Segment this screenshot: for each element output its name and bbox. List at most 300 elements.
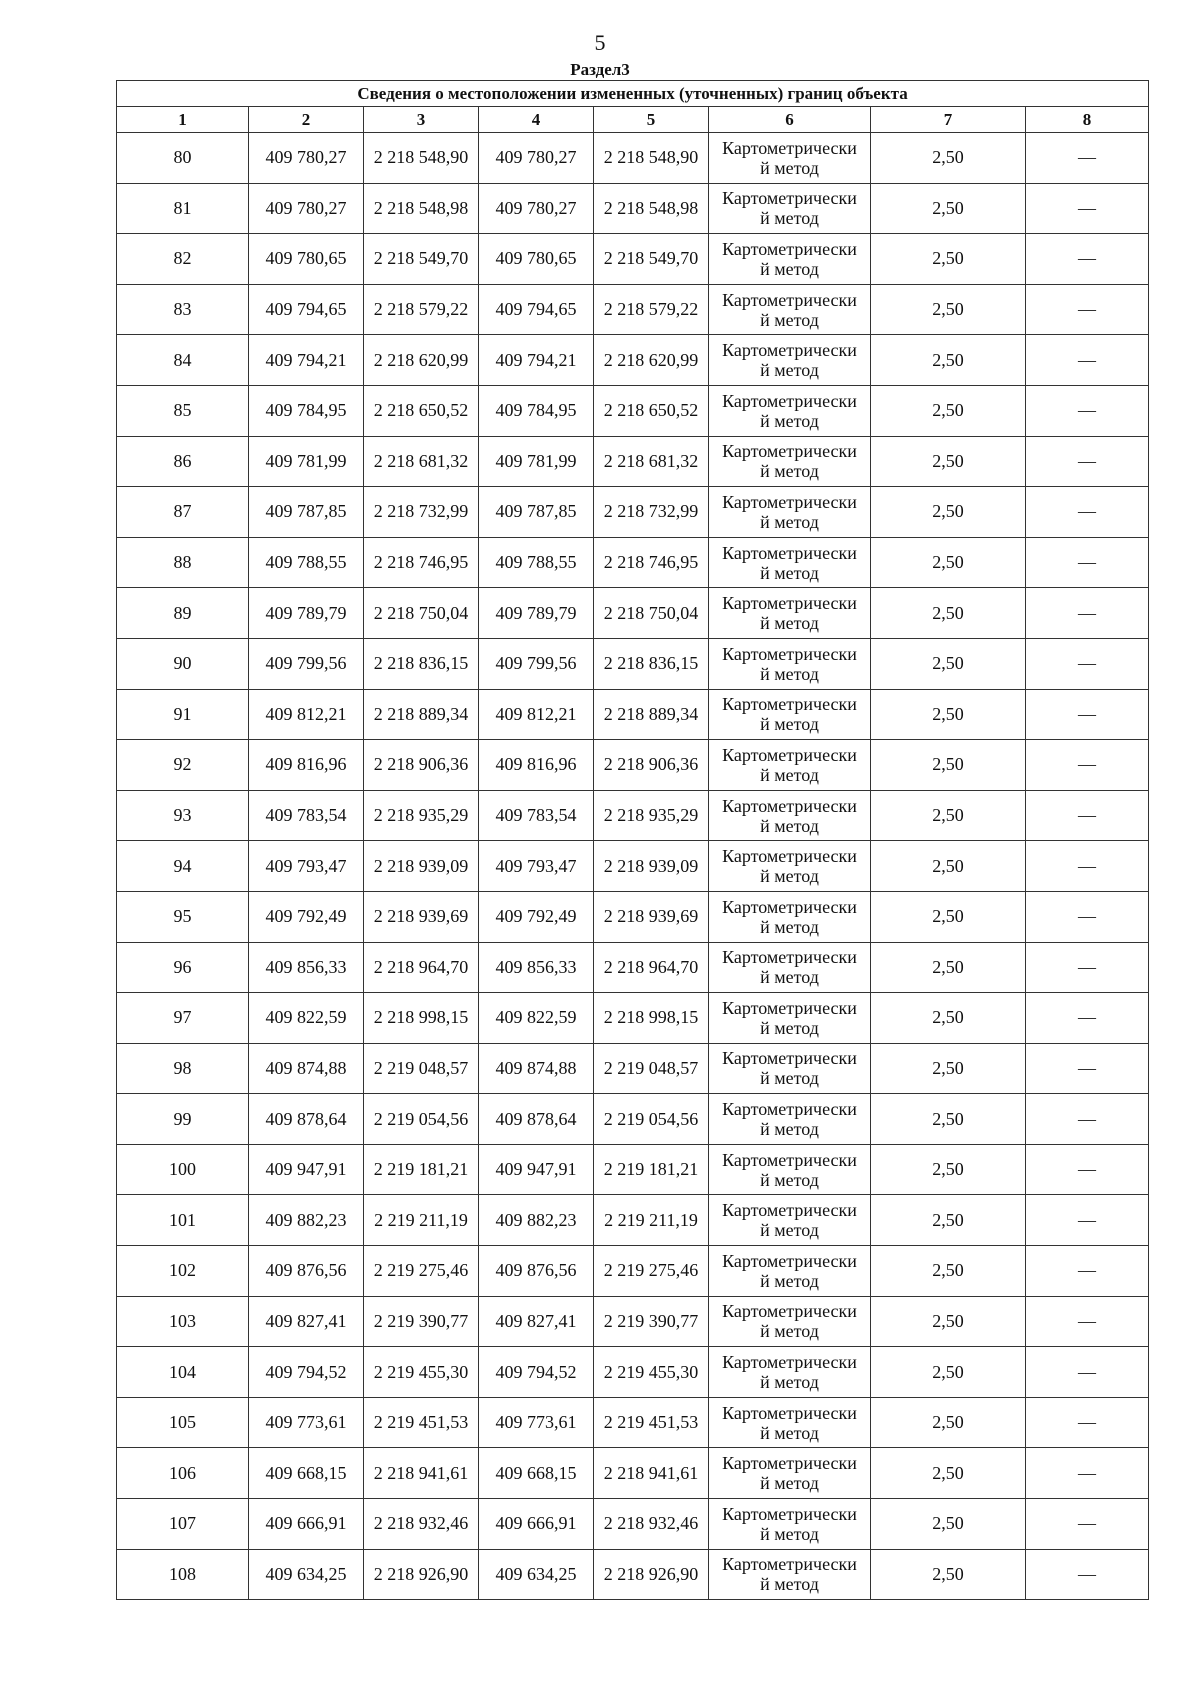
cell-col4: 409 789,79 xyxy=(479,588,594,639)
column-number-header: 5 xyxy=(594,107,709,133)
cell-col3: 2 219 275,46 xyxy=(364,1246,479,1297)
accuracy-cell: 2,50 xyxy=(871,993,1026,1044)
cell-col2: 409 794,52 xyxy=(249,1347,364,1398)
cell-col4: 409 780,65 xyxy=(479,234,594,285)
method-line-2: й метод xyxy=(760,1068,819,1089)
cell-col4: 409 788,55 xyxy=(479,537,594,588)
cell-col5: 2 218 746,95 xyxy=(594,537,709,588)
accuracy-cell: 2,50 xyxy=(871,1347,1026,1398)
table-row xyxy=(117,537,1149,588)
table-row xyxy=(117,1043,1149,1094)
notes-cell: — xyxy=(1026,1296,1149,1347)
cell-col2: 409 793,47 xyxy=(249,841,364,892)
method-line-1: Картометрически xyxy=(722,340,857,361)
table-row xyxy=(117,1397,1149,1448)
cell-col4: 409 812,21 xyxy=(479,689,594,740)
table-row xyxy=(117,588,1149,639)
cell-col4: 409 816,96 xyxy=(479,740,594,791)
cell-col4: 409 666,91 xyxy=(479,1499,594,1550)
method-line-1: Картометрически xyxy=(722,1250,857,1271)
notes-cell: — xyxy=(1026,284,1149,335)
table-row xyxy=(117,638,1149,689)
cell-col2: 409 816,96 xyxy=(249,740,364,791)
cell-col5: 2 218 620,99 xyxy=(594,335,709,386)
cell-col5: 2 219 455,30 xyxy=(594,1347,709,1398)
method-line-1: Картометрически xyxy=(722,289,857,310)
method-line-2: й метод xyxy=(760,1220,819,1241)
method-line-2: й метод xyxy=(760,764,819,785)
notes-cell: — xyxy=(1026,891,1149,942)
accuracy-cell: 2,50 xyxy=(871,436,1026,487)
point-number-cell: 86 xyxy=(117,436,249,487)
cell-col4: 409 876,56 xyxy=(479,1246,594,1297)
method-line-1: Картометрически xyxy=(722,1402,857,1423)
notes-cell: — xyxy=(1026,1549,1149,1600)
cell-col2: 409 783,54 xyxy=(249,790,364,841)
accuracy-cell: 2,50 xyxy=(871,1549,1026,1600)
notes-cell: — xyxy=(1026,740,1149,791)
cell-col2: 409 780,27 xyxy=(249,133,364,184)
point-number-cell: 99 xyxy=(117,1094,249,1145)
accuracy-cell: 2,50 xyxy=(871,841,1026,892)
point-number-cell: 101 xyxy=(117,1195,249,1246)
notes-cell: — xyxy=(1026,1094,1149,1145)
method-line-2: й метод xyxy=(760,1119,819,1140)
point-number-cell: 94 xyxy=(117,841,249,892)
column-number-header: 8 xyxy=(1026,107,1149,133)
cell-col5: 2 218 932,46 xyxy=(594,1499,709,1550)
notes-cell: — xyxy=(1026,436,1149,487)
method-cell xyxy=(709,1246,871,1297)
cell-col4: 409 878,64 xyxy=(479,1094,594,1145)
notes-cell: — xyxy=(1026,1448,1149,1499)
method-line-1: Картометрически xyxy=(722,947,857,968)
point-number-cell: 108 xyxy=(117,1549,249,1600)
table-row xyxy=(117,1448,1149,1499)
method-line-1: Картометрически xyxy=(722,795,857,816)
table-row xyxy=(117,689,1149,740)
method-line-2: й метод xyxy=(760,309,819,330)
method-cell xyxy=(709,993,871,1044)
method-line-2: й метод xyxy=(760,562,819,583)
point-number-cell: 107 xyxy=(117,1499,249,1550)
method-line-2: й метод xyxy=(760,1017,819,1038)
cell-col5: 2 218 836,15 xyxy=(594,638,709,689)
method-line-2: й метод xyxy=(760,613,819,634)
method-line-1: Картометрически xyxy=(722,997,857,1018)
point-number-cell: 85 xyxy=(117,385,249,436)
method-cell xyxy=(709,638,871,689)
table-row xyxy=(117,183,1149,234)
cell-col2: 409 668,15 xyxy=(249,1448,364,1499)
accuracy-cell: 2,50 xyxy=(871,1448,1026,1499)
method-cell xyxy=(709,133,871,184)
cell-col3: 2 218 926,90 xyxy=(364,1549,479,1600)
cell-col5: 2 218 549,70 xyxy=(594,234,709,285)
point-number-cell: 81 xyxy=(117,183,249,234)
method-cell xyxy=(709,891,871,942)
point-number-cell: 91 xyxy=(117,689,249,740)
method-cell xyxy=(709,436,871,487)
accuracy-cell: 2,50 xyxy=(871,638,1026,689)
section-title: Раздел3 xyxy=(570,60,630,79)
cell-col2: 409 822,59 xyxy=(249,993,364,1044)
table-title: Сведения о местоположении измененных (уточненных) границ объекта xyxy=(117,81,1149,107)
notes-cell: — xyxy=(1026,487,1149,538)
notes-cell: — xyxy=(1026,183,1149,234)
cell-col5: 2 218 889,34 xyxy=(594,689,709,740)
method-line-1: Картометрически xyxy=(722,846,857,867)
cell-col3: 2 219 390,77 xyxy=(364,1296,479,1347)
method-line-1: Картометрически xyxy=(722,1048,857,1069)
method-line-2: й метод xyxy=(760,866,819,887)
method-cell xyxy=(709,537,871,588)
table-row xyxy=(117,1347,1149,1398)
accuracy-cell: 2,50 xyxy=(871,234,1026,285)
column-number-row xyxy=(117,107,1149,133)
method-line-1: Картометрически xyxy=(722,137,857,158)
accuracy-cell: 2,50 xyxy=(871,284,1026,335)
method-cell xyxy=(709,1397,871,1448)
boundary-coordinates-table xyxy=(116,80,1149,1600)
method-line-1: Картометрически xyxy=(722,643,857,664)
point-number-cell: 93 xyxy=(117,790,249,841)
cell-col2: 409 634,25 xyxy=(249,1549,364,1600)
accuracy-cell: 2,50 xyxy=(871,1296,1026,1347)
cell-col5: 2 219 275,46 xyxy=(594,1246,709,1297)
table-row xyxy=(117,1246,1149,1297)
cell-col5: 2 218 926,90 xyxy=(594,1549,709,1600)
cell-col3: 2 218 906,36 xyxy=(364,740,479,791)
method-cell xyxy=(709,1144,871,1195)
notes-cell: — xyxy=(1026,638,1149,689)
cell-col4: 409 668,15 xyxy=(479,1448,594,1499)
cell-col3: 2 218 746,95 xyxy=(364,537,479,588)
method-line-1: Картометрически xyxy=(722,1149,857,1170)
method-line-1: Картометрически xyxy=(722,896,857,917)
point-number-cell: 106 xyxy=(117,1448,249,1499)
column-number-header: 1 xyxy=(117,107,249,133)
cell-col5: 2 218 964,70 xyxy=(594,942,709,993)
cell-col5: 2 219 390,77 xyxy=(594,1296,709,1347)
cell-col3: 2 218 964,70 xyxy=(364,942,479,993)
method-cell xyxy=(709,284,871,335)
point-number-cell: 103 xyxy=(117,1296,249,1347)
cell-col3: 2 218 549,70 xyxy=(364,234,479,285)
cell-col2: 409 876,56 xyxy=(249,1246,364,1297)
method-cell xyxy=(709,740,871,791)
cell-col5: 2 219 211,19 xyxy=(594,1195,709,1246)
cell-col2: 409 878,64 xyxy=(249,1094,364,1145)
method-line-2: й метод xyxy=(760,1372,819,1393)
accuracy-cell: 2,50 xyxy=(871,1397,1026,1448)
cell-col4: 409 634,25 xyxy=(479,1549,594,1600)
cell-col2: 409 787,85 xyxy=(249,487,364,538)
table-row xyxy=(117,942,1149,993)
accuracy-cell: 2,50 xyxy=(871,1144,1026,1195)
cell-col2: 409 947,91 xyxy=(249,1144,364,1195)
cell-col3: 2 219 451,53 xyxy=(364,1397,479,1448)
cell-col3: 2 219 455,30 xyxy=(364,1347,479,1398)
method-cell xyxy=(709,1347,871,1398)
method-line-1: Картометрически xyxy=(722,542,857,563)
method-cell xyxy=(709,1043,871,1094)
cell-col2: 409 794,65 xyxy=(249,284,364,335)
notes-cell: — xyxy=(1026,588,1149,639)
table-row xyxy=(117,487,1149,538)
method-line-2: й метод xyxy=(760,410,819,431)
cell-col4: 409 787,85 xyxy=(479,487,594,538)
notes-cell: — xyxy=(1026,1499,1149,1550)
cell-col4: 409 856,33 xyxy=(479,942,594,993)
cell-col3: 2 218 998,15 xyxy=(364,993,479,1044)
method-line-1: Картометрически xyxy=(722,1301,857,1322)
page-number: 5 xyxy=(594,30,606,55)
accuracy-cell: 2,50 xyxy=(871,942,1026,993)
method-cell xyxy=(709,385,871,436)
column-number-header: 4 xyxy=(479,107,594,133)
accuracy-cell: 2,50 xyxy=(871,183,1026,234)
cell-col4: 409 783,54 xyxy=(479,790,594,841)
method-cell xyxy=(709,841,871,892)
table-row xyxy=(117,993,1149,1044)
point-number-cell: 104 xyxy=(117,1347,249,1398)
table-row xyxy=(117,133,1149,184)
cell-col2: 409 781,99 xyxy=(249,436,364,487)
cell-col2: 409 827,41 xyxy=(249,1296,364,1347)
cell-col3: 2 218 939,69 xyxy=(364,891,479,942)
column-number-header: 2 xyxy=(249,107,364,133)
cell-col3: 2 218 750,04 xyxy=(364,588,479,639)
cell-col5: 2 218 650,52 xyxy=(594,385,709,436)
method-cell xyxy=(709,1448,871,1499)
method-line-1: Картометрически xyxy=(722,694,857,715)
cell-col3: 2 218 579,22 xyxy=(364,284,479,335)
method-line-2: й метод xyxy=(760,967,819,988)
cell-col2: 409 788,55 xyxy=(249,537,364,588)
notes-cell: — xyxy=(1026,1195,1149,1246)
column-number-header: 3 xyxy=(364,107,479,133)
accuracy-cell: 2,50 xyxy=(871,1246,1026,1297)
cell-col4: 409 773,61 xyxy=(479,1397,594,1448)
method-line-2: й метод xyxy=(760,663,819,684)
cell-col5: 2 218 548,98 xyxy=(594,183,709,234)
cell-col5: 2 218 732,99 xyxy=(594,487,709,538)
notes-cell: — xyxy=(1026,1397,1149,1448)
cell-col2: 409 780,65 xyxy=(249,234,364,285)
cell-col3: 2 218 939,09 xyxy=(364,841,479,892)
cell-col4: 409 874,88 xyxy=(479,1043,594,1094)
cell-col2: 409 789,79 xyxy=(249,588,364,639)
cell-col3: 2 219 048,57 xyxy=(364,1043,479,1094)
method-line-1: Картометрически xyxy=(722,1554,857,1575)
point-number-cell: 92 xyxy=(117,740,249,791)
notes-cell: — xyxy=(1026,335,1149,386)
method-cell xyxy=(709,1296,871,1347)
method-line-1: Картометрически xyxy=(722,1099,857,1120)
method-cell xyxy=(709,487,871,538)
method-cell xyxy=(709,1499,871,1550)
table-row xyxy=(117,841,1149,892)
table-title-row xyxy=(117,81,1149,107)
cell-col5: 2 218 548,90 xyxy=(594,133,709,184)
cell-col5: 2 219 054,56 xyxy=(594,1094,709,1145)
method-line-1: Картометрически xyxy=(722,1453,857,1474)
cell-col5: 2 219 181,21 xyxy=(594,1144,709,1195)
cell-col5: 2 218 941,61 xyxy=(594,1448,709,1499)
column-number-header: 6 xyxy=(709,107,871,133)
cell-col4: 409 792,49 xyxy=(479,891,594,942)
point-number-cell: 97 xyxy=(117,993,249,1044)
cell-col2: 409 784,95 xyxy=(249,385,364,436)
method-line-1: Картометрически xyxy=(722,744,857,765)
cell-col4: 409 947,91 xyxy=(479,1144,594,1195)
accuracy-cell: 2,50 xyxy=(871,385,1026,436)
table-row xyxy=(117,740,1149,791)
method-line-2: й метод xyxy=(760,1574,819,1595)
cell-col3: 2 219 181,21 xyxy=(364,1144,479,1195)
method-line-1: Картометрически xyxy=(722,1352,857,1373)
point-number-cell: 82 xyxy=(117,234,249,285)
notes-cell: — xyxy=(1026,689,1149,740)
method-line-2: й метод xyxy=(760,1422,819,1443)
cell-col3: 2 219 211,19 xyxy=(364,1195,479,1246)
notes-cell: — xyxy=(1026,841,1149,892)
method-line-1: Картометрически xyxy=(722,441,857,462)
cell-col3: 2 218 650,52 xyxy=(364,385,479,436)
method-line-1: Картометрически xyxy=(722,491,857,512)
point-number-cell: 83 xyxy=(117,284,249,335)
method-line-2: й метод xyxy=(760,360,819,381)
accuracy-cell: 2,50 xyxy=(871,487,1026,538)
method-line-2: й метод xyxy=(760,1270,819,1291)
cell-col2: 409 666,91 xyxy=(249,1499,364,1550)
cell-col2: 409 882,23 xyxy=(249,1195,364,1246)
cell-col5: 2 218 681,32 xyxy=(594,436,709,487)
point-number-cell: 89 xyxy=(117,588,249,639)
point-number-cell: 87 xyxy=(117,487,249,538)
point-number-cell: 95 xyxy=(117,891,249,942)
method-line-2: й метод xyxy=(760,461,819,482)
method-line-1: Картометрически xyxy=(722,1200,857,1221)
method-line-1: Картометрически xyxy=(722,593,857,614)
notes-cell: — xyxy=(1026,993,1149,1044)
cell-col3: 2 218 836,15 xyxy=(364,638,479,689)
cell-col5: 2 219 048,57 xyxy=(594,1043,709,1094)
cell-col2: 409 874,88 xyxy=(249,1043,364,1094)
cell-col5: 2 218 939,09 xyxy=(594,841,709,892)
method-line-2: й метод xyxy=(760,1473,819,1494)
method-line-2: й метод xyxy=(760,1169,819,1190)
method-cell xyxy=(709,588,871,639)
table-body xyxy=(117,133,1149,1600)
method-cell xyxy=(709,234,871,285)
cell-col4: 409 784,95 xyxy=(479,385,594,436)
method-line-2: й метод xyxy=(760,916,819,937)
accuracy-cell: 2,50 xyxy=(871,335,1026,386)
notes-cell: — xyxy=(1026,790,1149,841)
accuracy-cell: 2,50 xyxy=(871,1499,1026,1550)
cell-col5: 2 218 579,22 xyxy=(594,284,709,335)
cell-col3: 2 218 548,98 xyxy=(364,183,479,234)
method-cell xyxy=(709,335,871,386)
accuracy-cell: 2,50 xyxy=(871,133,1026,184)
notes-cell: — xyxy=(1026,1246,1149,1297)
notes-cell: — xyxy=(1026,1144,1149,1195)
point-number-cell: 102 xyxy=(117,1246,249,1297)
cell-col4: 409 822,59 xyxy=(479,993,594,1044)
notes-cell: — xyxy=(1026,385,1149,436)
cell-col3: 2 218 941,61 xyxy=(364,1448,479,1499)
point-number-cell: 96 xyxy=(117,942,249,993)
cell-col3: 2 218 732,99 xyxy=(364,487,479,538)
point-number-cell: 88 xyxy=(117,537,249,588)
method-line-2: й метод xyxy=(760,1321,819,1342)
point-number-cell: 80 xyxy=(117,133,249,184)
table-row xyxy=(117,891,1149,942)
method-cell xyxy=(709,689,871,740)
cell-col5: 2 219 451,53 xyxy=(594,1397,709,1448)
method-line-2: й метод xyxy=(760,815,819,836)
table-row xyxy=(117,284,1149,335)
cell-col3: 2 218 935,29 xyxy=(364,790,479,841)
method-line-2: й метод xyxy=(760,157,819,178)
cell-col3: 2 218 681,32 xyxy=(364,436,479,487)
point-number-cell: 84 xyxy=(117,335,249,386)
method-line-1: Картометрически xyxy=(722,188,857,209)
accuracy-cell: 2,50 xyxy=(871,1043,1026,1094)
method-line-2: й метод xyxy=(760,208,819,229)
method-line-2: й метод xyxy=(760,714,819,735)
method-line-1: Картометрически xyxy=(722,1503,857,1524)
method-cell xyxy=(709,1195,871,1246)
notes-cell: — xyxy=(1026,133,1149,184)
method-line-2: й метод xyxy=(760,511,819,532)
cell-col2: 409 856,33 xyxy=(249,942,364,993)
cell-col4: 409 794,65 xyxy=(479,284,594,335)
table-row xyxy=(117,1195,1149,1246)
table-row xyxy=(117,1296,1149,1347)
cell-col2: 409 792,49 xyxy=(249,891,364,942)
table-row xyxy=(117,1549,1149,1600)
cell-col5: 2 218 939,69 xyxy=(594,891,709,942)
accuracy-cell: 2,50 xyxy=(871,790,1026,841)
cell-col2: 409 780,27 xyxy=(249,183,364,234)
cell-col4: 409 780,27 xyxy=(479,183,594,234)
table-row xyxy=(117,1094,1149,1145)
method-cell xyxy=(709,942,871,993)
accuracy-cell: 2,50 xyxy=(871,537,1026,588)
point-number-cell: 98 xyxy=(117,1043,249,1094)
table-row xyxy=(117,385,1149,436)
table-row xyxy=(117,1499,1149,1550)
cell-col5: 2 218 906,36 xyxy=(594,740,709,791)
cell-col3: 2 218 932,46 xyxy=(364,1499,479,1550)
notes-cell: — xyxy=(1026,234,1149,285)
cell-col3: 2 219 054,56 xyxy=(364,1094,479,1145)
notes-cell: — xyxy=(1026,1347,1149,1398)
table-row xyxy=(117,790,1149,841)
notes-cell: — xyxy=(1026,942,1149,993)
cell-col4: 409 781,99 xyxy=(479,436,594,487)
cell-col4: 409 827,41 xyxy=(479,1296,594,1347)
accuracy-cell: 2,50 xyxy=(871,891,1026,942)
accuracy-cell: 2,50 xyxy=(871,1094,1026,1145)
cell-col3: 2 218 548,90 xyxy=(364,133,479,184)
cell-col4: 409 794,52 xyxy=(479,1347,594,1398)
cell-col5: 2 218 998,15 xyxy=(594,993,709,1044)
accuracy-cell: 2,50 xyxy=(871,1195,1026,1246)
